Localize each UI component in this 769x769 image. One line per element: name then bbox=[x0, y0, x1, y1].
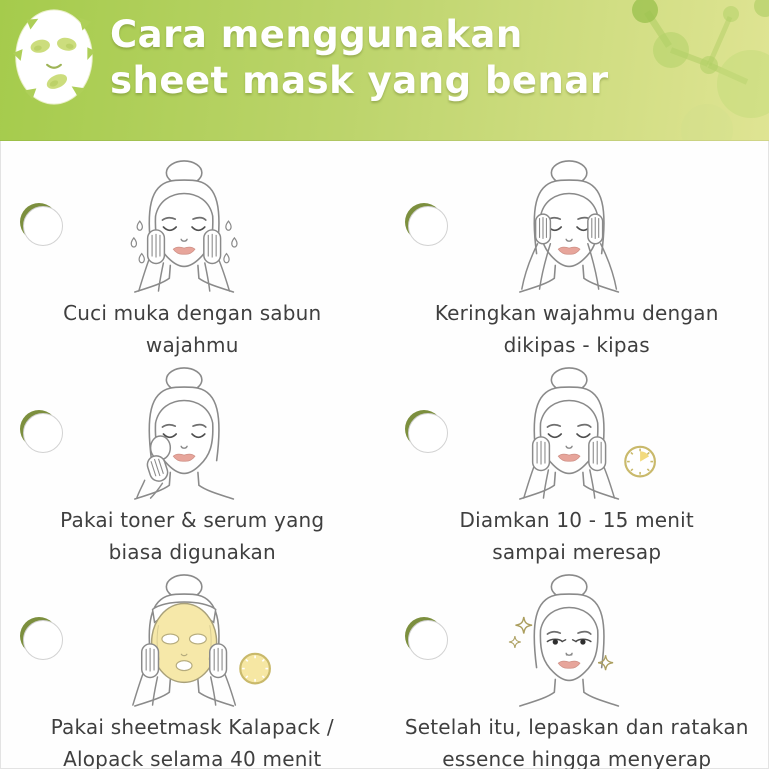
step-number-badge bbox=[405, 410, 443, 448]
step-number-badge bbox=[20, 617, 58, 655]
woman-applying-toner-illustration bbox=[92, 364, 292, 502]
caption-line-2: essence hingga menyerap bbox=[442, 747, 712, 769]
step-number: 6 bbox=[417, 625, 430, 647]
step-number: 2 bbox=[417, 211, 430, 233]
caption-line-1: Pakai sheetmask Kalapack / bbox=[50, 715, 334, 739]
woman-fanning-face-illustration bbox=[477, 157, 677, 295]
caption-line-2: biasa digunakan bbox=[108, 540, 276, 564]
step-card bbox=[385, 354, 769, 564]
caption-line-2: dikipas - kipas bbox=[503, 333, 650, 357]
step-number-badge bbox=[20, 203, 58, 241]
step-number: 3 bbox=[32, 418, 46, 440]
step-card bbox=[0, 147, 385, 357]
step-number: 4 bbox=[417, 418, 430, 440]
step-card bbox=[385, 147, 769, 357]
steps-grid bbox=[0, 141, 769, 768]
caption-line-2: wajahmu bbox=[145, 333, 239, 357]
step-number-badge bbox=[405, 617, 443, 655]
woman-glowing-face-illustration bbox=[477, 571, 677, 709]
header bbox=[0, 0, 769, 141]
caption-line-2: Alopack selama 40 menit bbox=[63, 747, 322, 769]
step-caption bbox=[51, 711, 334, 769]
step-number: 1 bbox=[32, 211, 46, 233]
caption-line-1: Keringkan wajahmu dengan bbox=[434, 301, 719, 325]
woman-waiting-with-clock-illustration bbox=[477, 364, 677, 502]
title-line-2: sheet mask yang benar bbox=[110, 59, 609, 102]
hand-with-cotton-pad bbox=[137, 436, 171, 498]
step-caption bbox=[63, 297, 321, 361]
caption-line-1: Pakai toner & serum yang bbox=[60, 508, 325, 532]
sheet-mask-on-face bbox=[152, 604, 217, 683]
step-number-badge bbox=[20, 410, 58, 448]
clock-icon bbox=[241, 654, 271, 684]
step-number-badge bbox=[405, 203, 443, 241]
clock-icon bbox=[625, 447, 655, 477]
step-card bbox=[0, 354, 385, 564]
title-line-1: Cara menggunakan bbox=[110, 13, 523, 56]
page-title bbox=[0, 0, 769, 104]
step-number: 5 bbox=[32, 625, 46, 647]
woman-wearing-sheetmask-illustration bbox=[92, 571, 292, 709]
caption-line-2: sampai meresap bbox=[492, 540, 662, 564]
step-caption bbox=[60, 504, 324, 568]
caption-line-1: Cuci muka dengan sabun bbox=[63, 301, 322, 325]
step-caption bbox=[405, 711, 749, 769]
step-caption bbox=[460, 504, 694, 568]
caption-line-1: Setelah itu, lepaskan dan ratakan bbox=[404, 715, 749, 739]
woman-washing-face-illustration bbox=[92, 157, 292, 295]
caption-line-1: Diamkan 10 - 15 menit bbox=[459, 508, 694, 532]
step-card bbox=[0, 561, 385, 768]
step-card bbox=[385, 561, 769, 768]
step-caption bbox=[435, 297, 719, 361]
